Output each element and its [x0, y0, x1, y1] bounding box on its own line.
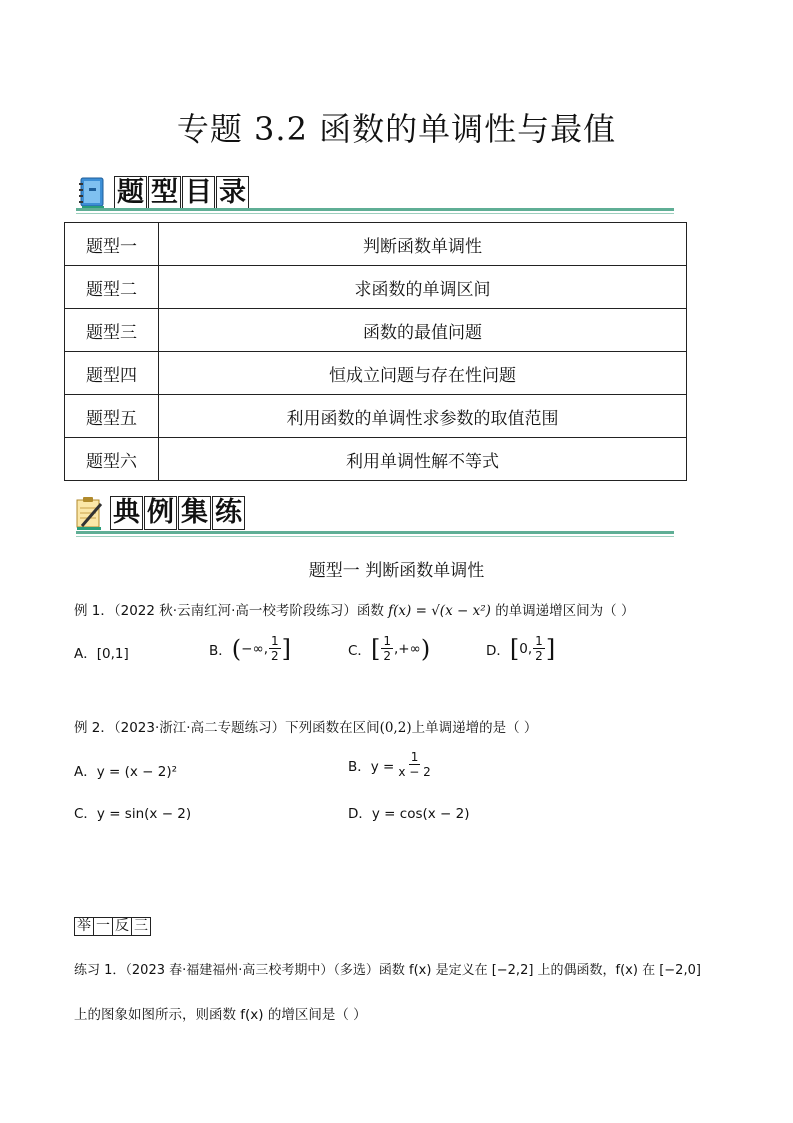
toc-key: 题型一: [65, 223, 159, 266]
practice-badge: [74, 917, 150, 936]
fraction-denominator: 2: [383, 649, 391, 663]
section-divider: [76, 531, 674, 534]
section-divider: [76, 208, 674, 211]
toc-value: 恒成立问题与存在性问题: [159, 352, 687, 395]
question-type-heading: 题型一 判断函数单调性: [308, 561, 485, 581]
option-d-left: 0,: [519, 640, 533, 657]
toc-key: 题型五: [65, 395, 159, 438]
section-title-char: 典: [110, 496, 143, 530]
page-title: 专题 3.2 函数的单调性与最值: [176, 110, 617, 148]
toc-row[interactable]: [65, 352, 687, 395]
section-divider-thin: [76, 213, 674, 214]
fraction-numerator: 1: [383, 634, 391, 648]
example-1-prefix: 例 1．（2022 秋·云南红河·高一校考阶段练习）函数: [74, 603, 384, 619]
option-c-right: ,+∞: [393, 640, 421, 657]
fraction-denominator: 2: [535, 649, 543, 663]
toc-value: 函数的最值问题: [159, 309, 687, 352]
badge-char: 三: [131, 917, 151, 936]
toc-row[interactable]: [65, 309, 687, 352]
example-2-suffix: 上单调递增的是（ ）: [411, 720, 538, 736]
option-d[interactable]: D．y = cos(x − 2): [348, 806, 470, 822]
toc-row[interactable]: [65, 223, 687, 266]
fraction-denominator: x − 2: [398, 765, 431, 779]
fraction-numerator: 1: [271, 634, 279, 648]
section-title-char: 目: [182, 176, 215, 210]
option-b[interactable]: B． ( −∞, $\frac{1}{2}$ ]: [209, 634, 292, 663]
badge-char: 一: [93, 917, 113, 936]
option-label: D．: [486, 642, 510, 659]
section-title-char: 例: [144, 496, 177, 530]
notepad-pen-icon: [74, 496, 104, 530]
toc-value: 求函数的单调区间: [159, 266, 687, 309]
section-title-char: 练: [212, 496, 245, 530]
toc-table: [64, 222, 687, 481]
option-c[interactable]: C． [ $\frac{1}{2}$ ,+∞ ): [348, 634, 431, 663]
option-a[interactable]: A．y = (x − 2)²: [74, 764, 178, 780]
option-d[interactable]: D． [ 0, $\frac{1}{2}$ ]: [486, 634, 556, 663]
badge-char: 举: [74, 917, 94, 936]
toc-value: 判断函数单调性: [159, 223, 687, 266]
option-label: C．: [348, 642, 371, 659]
option-label: B．: [209, 642, 232, 659]
toc-key: 题型二: [65, 266, 159, 309]
example-1-stem: [74, 599, 634, 619]
section-title-char: 集: [178, 496, 211, 530]
section-header-examples: [74, 490, 246, 530]
toc-row[interactable]: [65, 438, 687, 481]
example-1-suffix: 的单调递增区间为（ ）: [495, 603, 635, 619]
example-1-function: f(x) = √(x − x²): [388, 603, 491, 619]
toc-value: 利用函数的单调性求参数的取值范围: [159, 395, 687, 438]
section-title-char: 录: [216, 176, 249, 210]
example-2-stem: [74, 716, 537, 736]
badge-char: 反: [112, 917, 132, 936]
option-b-left: −∞,: [241, 640, 268, 657]
section-title-char: 题: [114, 176, 147, 210]
option-a[interactable]: A．[0,1]: [74, 646, 129, 662]
section-header-toc: [78, 170, 250, 210]
option-label: B．y =: [348, 758, 395, 775]
section-divider-thin: [76, 536, 674, 537]
fraction-numerator: 1: [410, 750, 419, 764]
toc-row[interactable]: [65, 395, 687, 438]
fraction-denominator: 2: [271, 649, 279, 663]
section-title-char: 型: [148, 176, 181, 210]
example-2-prefix: 例 2．（2023·浙江·高二专题练习）下列函数在区间: [74, 720, 380, 736]
toc-key: 题型六: [65, 438, 159, 481]
notebook-icon: [78, 176, 108, 210]
fraction-numerator: 1: [535, 634, 543, 648]
option-b[interactable]: [348, 750, 432, 779]
toc-key: 题型四: [65, 352, 159, 395]
practice-1-line-1: 练习 1．（2023 春·福建福州·高三校考期中）（多选）函数 f(x) 是定义在 [−2,2] 上的偶函数，f(x) 在 [−2,0]: [74, 963, 701, 978]
toc-row[interactable]: [65, 266, 687, 309]
toc-key: 题型三: [65, 309, 159, 352]
practice-1-line-2: 上的图象如图所示，则函数 f(x) 的增区间是（ ）: [74, 1007, 367, 1023]
toc-value: 利用单调性解不等式: [159, 438, 687, 481]
option-c[interactable]: C．y = sin(x − 2): [74, 806, 192, 822]
example-2-interval: (0,2): [379, 720, 412, 736]
